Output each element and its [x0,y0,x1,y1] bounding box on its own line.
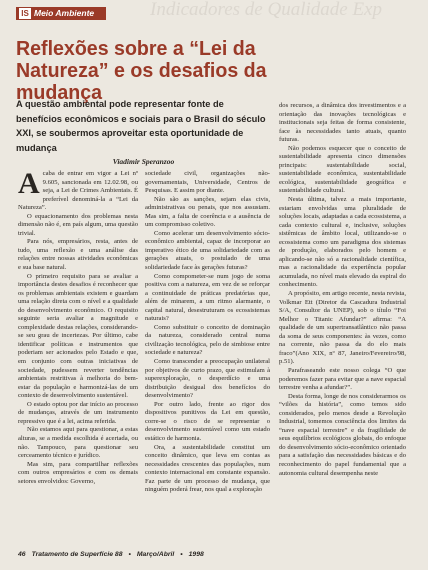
paragraph: Nesta última, talvez a mais importante, estariam envolvidas uma pluralidade de soluções locais, adaptadas a cada ecossistema, a cada contexto cultural e, inclusive, soluções sistêmicas de âmbito local, utilizando-se o ecossistema como um paradigma dos sistemas de produção, elaborados pelo homem e aplicando-se não só a racionalidade científica, mas a racionalidade da experiência popular acumulada, no nível mais elevado da espiral do conhecimento. [279,196,406,289]
text-column-3 [279,102,406,543]
paragraph: A propósito, em artigo recente, nesta revista, Volkmar Ett (Diretor da Cascadura Industrial S/A, Consultor da UNEP), sob o título “Foi Melhor o Titanic Afundar?” afirma: “A qualidade de um supertransatlântico não passa da soma de seus componentes: às vezes, como na corrente, não passa da do elo mais fraco”(Ano XIX, nº 87, Janeiro/Fevereiro/98, p.51). [279,290,406,366]
text-column-2 [145,170,270,543]
paragraph: Mas sim, para compartilhar reflexões com outros empresários e com os demais setores envolvidos: Governo, [18,460,138,485]
paragraph: Como compometer-se num jogo de soma positiva com a natureza, em vez de se reforçar a continuidade de práticas predatórias que, além de minarem, a um ritmo alarmante, o capital natural, desestruturam os ecossistemas naturais? [145,272,270,323]
paragraph: Não são as sanções, sejam elas civis, administrativas ou penais, que nos assustam. Mas sim, a falta de coerência e a ausência de um compromisso coletivo. [145,195,270,229]
article-title: Reflexões sobre a “Lei da Natureza” e os desafios da mudança [16,38,267,104]
paragraph: Ora, a sustentabilidade constitui um conceito dinâmico, que leva em contas as necessidades crescentes das populações, num contexto internacional em constante expansão. Faz parte de um processo de mudança, que ninguém poderá frear, nos qual a exploração [145,443,270,494]
footer-year: 1998 [188,551,204,558]
paragraph: O equacionamento dos problemas nesta dimensão não é, em país algum, uma questão trivial. [18,212,138,237]
article-subtitle: A questão ambiental pode representar fonte de benefícios econômicos e sociais para o Brasil do século XXI, se soubermos aproveitar esta oportunidade de mudança [16,99,266,153]
footer-journal: Tratamento de Superfície 88 [31,551,123,558]
footer-separator: • [128,551,131,558]
drop-cap: A [18,170,40,200]
paragraph: Para nós, empresários, resta, antes de tudo, uma reflexão e uma análise das relações entre nossas atividades econômicas e sua base natural. [18,238,138,272]
paragraph: O estado optou por dar início ao processo de mudanças, através de um instrumento repressivo que é a lei, acima referida. [18,400,138,425]
paragraph: Por outro lado, frente ao rigor dos dispositivos punitivos da Lei em questão, corre-se o risco de se representar o desenvolvimento sustentável como um estado estático de harmonia. [145,400,270,442]
page-footer [18,551,408,558]
magazine-logo-icon: IS [19,8,31,19]
footer-separator: • [180,551,183,558]
paragraph: O primeiro requisito para se avaliar a importância destes desafios é reconhecer que os problemas ambientais existem e guardam uma relação direta com o nível e a qualidade do desenvolvimento econômico. O requisito seguinte seria avaliar a magnitude e complexidade destas relações, considerando-se seu grau de incertezas. Por último, cabe identificar políticas e instrumentos que poderiam ser acionados pelo Estado e que, em conjunto com outras iniciativas de sociedade, pudessem reverter tendências ambientais restritivas à melhoria do bem-estar da população e harmonizá-las de um contexto de desenvolvimento sustentável. [18,272,138,400]
footer-issue: Março/Abril [136,551,175,558]
paragraph [18,170,138,213]
paragraph: Como substituir o conceito de dominação da natureza, considerado central numa civilização tecnológica, pelo de simbiose entre sociedade e natureza? [145,323,270,357]
section-label: Meio Ambiente [34,8,95,18]
section-label-bar [16,7,106,20]
bleed-through-header: Indicadores de Qualidade Exp [150,0,382,20]
paragraph: Não estamos aqui para questionar, a estas alturas, se a medida escolhida é acertada, ou não. Tampouco, para questionar seu cerceamento técnico e jurídico. [18,426,138,460]
paragraph: Desta forma, longe de nos considerarmos os “vilões da história”, como temos sido considerados, pelo menos desde a Revolução Industrial, tomemos consciência dos limites da “nave espacial terrestre” e da fragilidade de seus equilíbrios ecológicos globais, do enfoque do desenvolvimento sócio-econômico orientado para a satisfação das necessidades básicas e do reconhecimento do papel fundamental que a autonomia cultural desempenha neste [279,392,406,477]
text-column-1 [18,170,138,543]
paragraph: Como transcender a preocupação unilateral por objetivos de curto prazo, que estimulam à superexploração, o desperdício e uma distribuição desigual dos benefícios do desenvolvimento? [145,358,270,400]
article-author: Viadimir Speranzoo [112,157,175,166]
paragraph: Como acelerar um desenvolvimento sócio-econômico ambiental, capaz de incorporar ao imperativo ético de uma solidariedade com as gerações atuais, o postulado de uma solidariedade face às gerações futuras? [145,229,270,272]
paragraph-text: caba de entrar em vigor a Lei nº 9.605, sancionada em 12.02.98, ou seja, a Lei de Crimes Ambientais. É preferível denominá-la a “Lei da Natureza”. [18,170,138,212]
paragraph: dos recursos, a dinâmica dos investimentos e a orientação das inovações tecnológicas e institucionais seja feitas de forma consistente, face às necessidades tanto atuais, quanto futuras. [279,102,406,144]
paragraph: Parafraseando este nosso colega “O que poderemos fazer para evitar que a nave espacial terrestre venha a afundar?”. [279,366,406,392]
paragraph: Não podemos esquecer que o conceito de sustentabilidade apresenta cinco dimensões principais: sustentabilidade social, sustentabilidade econômica, sustentabilidade ecológica, sustentabilidade geográfica e sustentabilidade cultural. [279,144,406,195]
paragraph: sociedade civil, organizações não-governamentais, Universidade, Centros de Pesquisas. E assim por diante. [145,170,270,195]
page-number: 46 [18,551,26,558]
